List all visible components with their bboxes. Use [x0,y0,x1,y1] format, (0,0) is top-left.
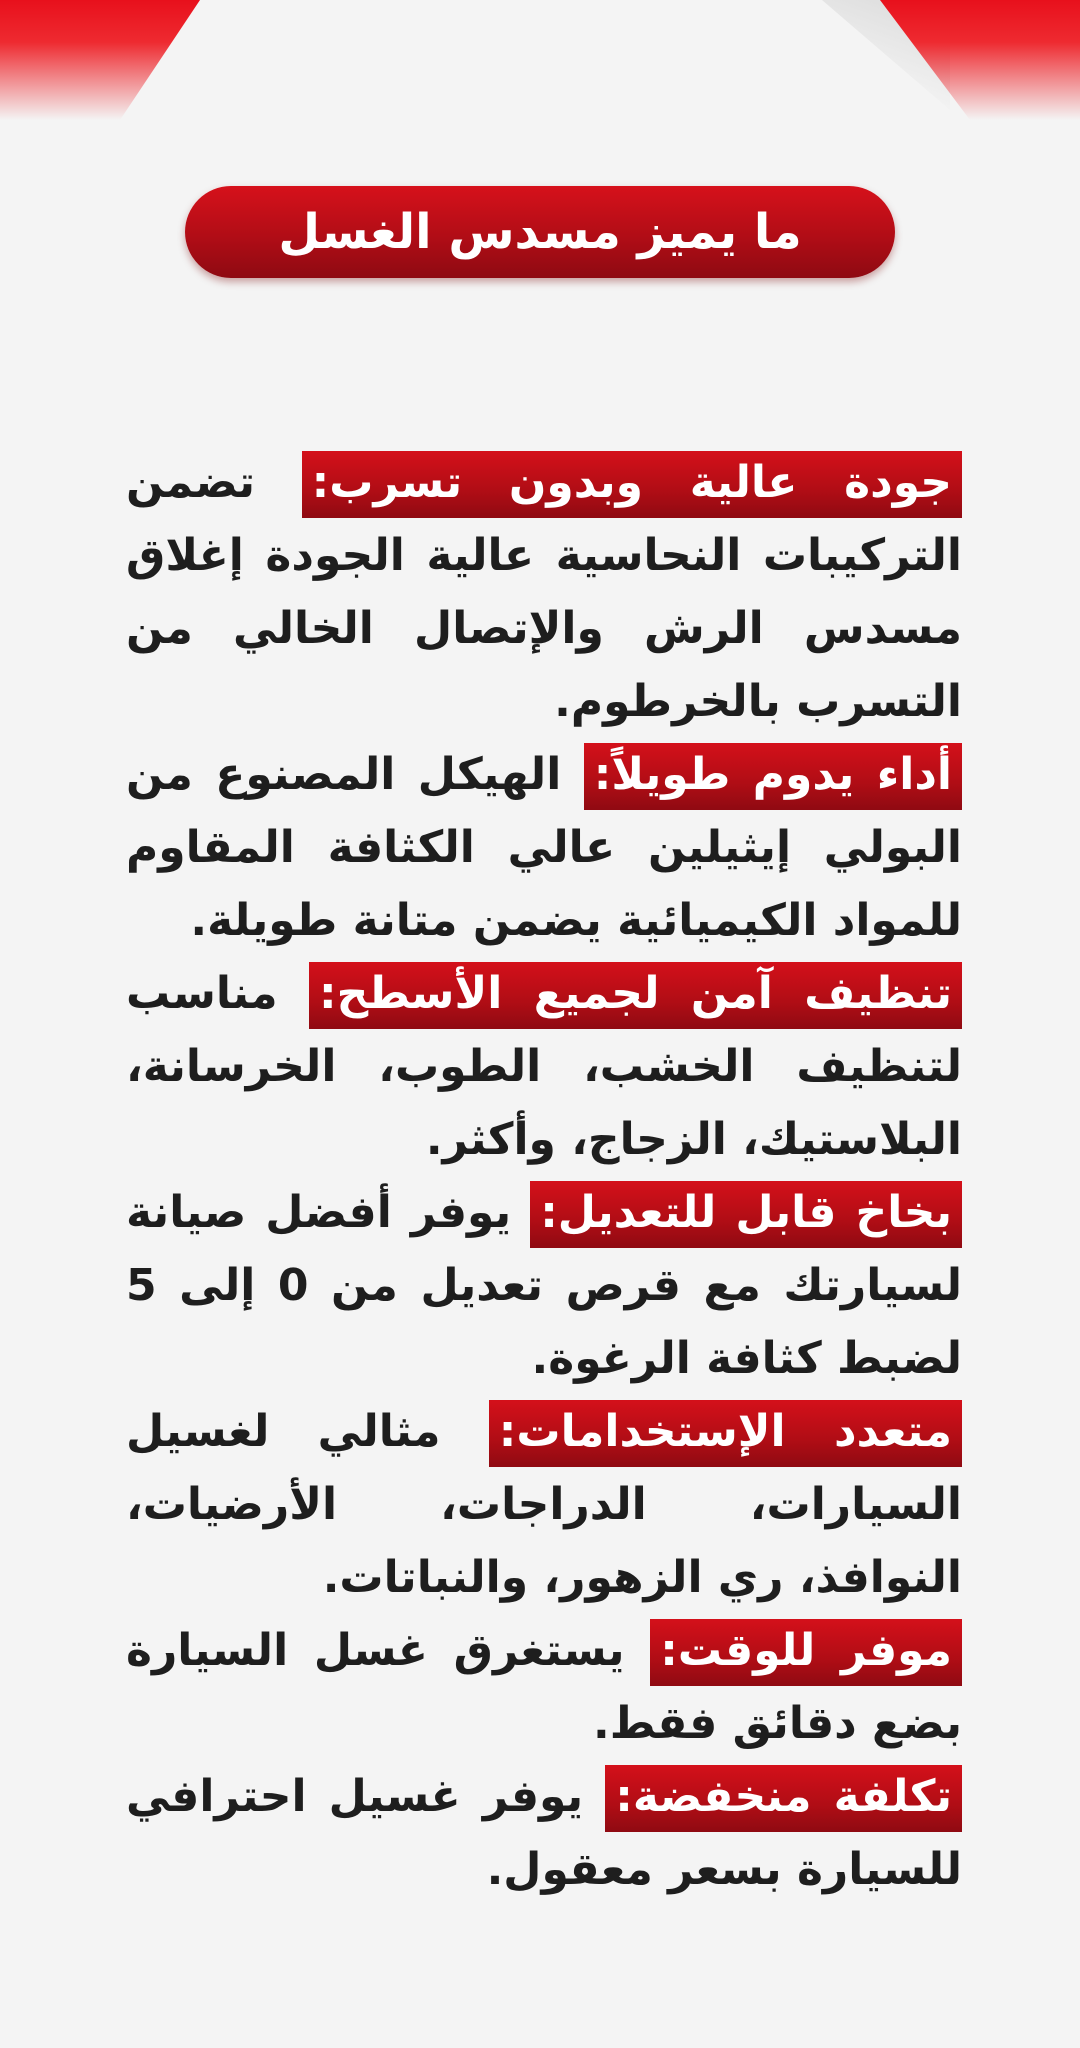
feature-heading: تنظيف آمن لجميع الأسطح: [309,962,962,1029]
page-title: ما يميز مسدس الغسل [278,204,802,260]
feature-body: يوفر غسيل احترافي للسيارة بسعر معقول. [126,1771,962,1895]
feature-heading: أداء يدوم طويلاً: [584,743,962,810]
feature-body: يستغرق غسل السيارة بضع دقائق فقط. [126,1625,962,1749]
feature-body: تضمن التركيبات النحاسية عالية الجودة إغلاق مسدس الرش والإتصال الخالي من التسرب بالخرطوم. [126,457,962,727]
feature-heading: جودة عالية وبدون تسرب: [302,451,962,518]
feature-body: مناسب لتنظيف الخشب، الطوب، الخرسانة، البلاستيك، الزجاج، وأكثر. [126,968,962,1165]
red-corner-left-decoration [0,0,200,120]
features-list [126,446,962,1906]
feature-durability [126,738,962,957]
feature-safe-cleaning [126,957,962,1176]
feature-quality [126,446,962,738]
title-banner [185,186,895,278]
feature-body: الهيكل المصنوع من البولي إيثيلين عالي الكثافة المقاوم للمواد الكيميائية يضمن متانة طويلة. [126,749,962,946]
feature-low-cost [126,1760,962,1906]
feature-body: مثالي لغسيل السيارات، الدراجات، الأرضيات، النوافذ، ري الزهور، والنباتات. [126,1406,962,1603]
feature-heading: موفر للوقت: [650,1619,962,1686]
feature-multi-use [126,1395,962,1614]
feature-adjustable-spray [126,1176,962,1395]
feature-heading: بخاخ قابل للتعديل: [530,1181,962,1248]
feature-body: يوفر أفضل صيانة لسيارتك مع قرص تعديل من 0 إلى 5 لضبط كثافة الرغوة. [126,1187,962,1384]
feature-heading: تكلفة منخفضة: [605,1765,962,1832]
feature-heading: متعدد الإستخدامات: [489,1400,962,1467]
feature-time-saving [126,1614,962,1760]
